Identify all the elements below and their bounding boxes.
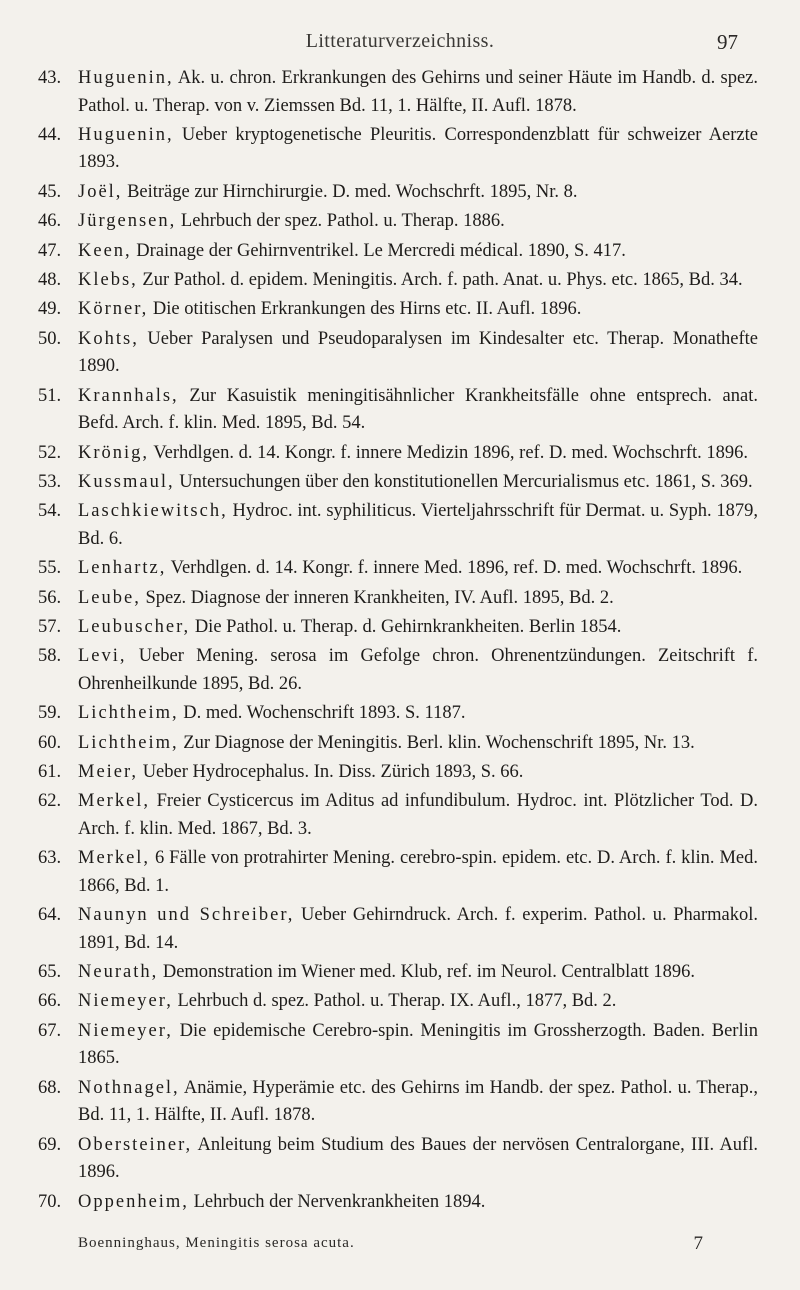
- entry-author: Laschkiewitsch,: [78, 501, 228, 522]
- entry-number: 53.: [38, 471, 62, 492]
- signature-number: 7: [693, 1233, 703, 1254]
- bibliography-entry: [38, 1189, 758, 1217]
- entry-text: Zur Kasuistik meningitisähnlicher Krankheitsfälle ohne entsprech. anat. Befd. Arch. f. klin. Med. 1895, Bd. 54.: [78, 385, 758, 434]
- entry-number: 67.: [38, 1020, 62, 1041]
- entry-author: Niemeyer,: [78, 991, 173, 1012]
- entry-number: 68.: [38, 1077, 62, 1098]
- entry-text: Beiträge zur Hirnchirurgie. D. med. Wochschrft. 1895, Nr. 8.: [122, 181, 578, 202]
- entry-text: Zur Diagnose der Meningitis. Berl. klin. Wochenschrift 1895, Nr. 13.: [178, 732, 695, 753]
- entry-text: D. med. Wochenschrift 1893. S. 1187.: [178, 703, 466, 724]
- entry-text: Lehrbuch der spez. Pathol. u. Therap. 1886.: [176, 211, 505, 232]
- entry-text: Freier Cysticercus im Aditus ad infundibulum. Hydroc. int. Plötzlicher Tod. D. Arch. f. klin. Med. 1867, Bd. 3.: [78, 791, 758, 839]
- entry-author: Meier,: [78, 762, 139, 783]
- entry-number: 61.: [38, 762, 62, 783]
- bibliography-list: [38, 65, 758, 1218]
- entry-text: Demonstration im Wiener med. Klub, ref. im Neurol. Centralblatt 1896.: [158, 962, 696, 983]
- entry-text: Ueber kryptogenetische Pleuritis. Correspondenzblatt für schweizer Aerzte 1893.: [78, 124, 758, 173]
- bibliography-entry: [38, 122, 758, 177]
- entry-number: 70.: [38, 1191, 62, 1212]
- entry-text: Ueber Mening. serosa im Gefolge chron. Ohrenentzündungen. Zeitschrift f. Ohrenheilkunde 1895, Bd. 26.: [78, 646, 758, 694]
- entry-text: Verhdlgen. d. 14. Kongr. f. innere Medizin 1896, ref. D. med. Wochschrft. 1896.: [149, 442, 749, 463]
- entry-author: Lenhartz,: [78, 558, 167, 579]
- bibliography-entry: [38, 440, 758, 468]
- entry-author: Kohts,: [78, 328, 139, 349]
- bibliography-entry: [38, 469, 758, 497]
- entry-author: Körner,: [78, 299, 149, 320]
- bibliography-entry: [38, 788, 758, 843]
- entry-text: Spez. Diagnose der inneren Krankheiten, IV. Aufl. 1895, Bd. 2.: [140, 587, 614, 608]
- bibliography-entry: [38, 585, 758, 613]
- entry-text: Die otitischen Erkrankungen des Hirns etc. II. Aufl. 1896.: [148, 299, 582, 320]
- bibliography-entry: [38, 759, 758, 787]
- entry-number: 55.: [38, 558, 62, 579]
- entry-number: 44.: [38, 124, 62, 145]
- entry-text: Ak. u. chron. Erkrankungen des Gehirns und seiner Häute im Handb. d. spez. Pathol. u. Therap. von v. Ziemssen Bd. 11, 1. Hälfte, II. Aufl. 1878.: [78, 68, 758, 116]
- entry-text: Ueber Gehirndruck. Arch. f. experim. Pathol. u. Pharmakol. 1891, Bd. 14.: [78, 905, 758, 953]
- entry-number: 47.: [38, 240, 62, 261]
- entry-text: Anämie, Hyperämie etc. des Gehirns im Handb. der spez. Pathol. u. Therap., Bd. 11, 1. Hälfte, II. Aufl. 1878.: [78, 1077, 758, 1126]
- entry-author: Nothnagel,: [78, 1077, 180, 1098]
- entry-number: 58.: [38, 646, 62, 667]
- entry-author: Lichtheim,: [78, 703, 179, 724]
- bibliography-entry: [38, 845, 758, 900]
- entry-text: Ueber Paralysen und Pseudoparalysen im Kindesalter etc. Therap. Monathefte 1890.: [78, 328, 758, 377]
- entry-number: 46.: [38, 211, 62, 232]
- running-title: Litteraturverzeichniss.: [305, 30, 495, 52]
- entry-text: 6 Fälle von protrahirter Mening. cerebro-spin. epidem. etc. D. Arch. f. klin. Med. 1866, Bd. 1.: [78, 848, 758, 896]
- entry-number: 59.: [38, 703, 62, 724]
- bibliography-entry: [38, 555, 758, 583]
- bibliography-entry: [38, 1075, 758, 1130]
- entry-author: Lichtheim,: [78, 732, 179, 753]
- entry-text: Anleitung beim Studium des Baues der nervösen Centralorgane, III. Aufl. 1896.: [78, 1134, 758, 1183]
- entry-author: Merkel,: [78, 791, 151, 812]
- entry-number: 63.: [38, 848, 62, 869]
- bibliography-entry: [38, 1018, 758, 1073]
- entry-number: 60.: [38, 732, 62, 753]
- entry-author: Obersteiner,: [78, 1134, 193, 1155]
- entry-author: Kussmaul,: [78, 471, 175, 492]
- entry-author: Merkel,: [78, 848, 151, 869]
- entry-text: Die epidemische Cerebro-spin. Meningitis im Grossherzogth. Baden. Berlin 1865.: [78, 1020, 758, 1069]
- bibliography-entry: [38, 179, 758, 207]
- bibliography-entry: [38, 1132, 758, 1187]
- entry-number: 62.: [38, 791, 62, 812]
- bibliography-entry: [38, 643, 758, 698]
- entry-number: 65.: [38, 962, 62, 983]
- entry-author: Krannhals,: [78, 385, 179, 406]
- printer-signature: [78, 1235, 703, 1259]
- entry-author: Huguenin,: [78, 124, 174, 145]
- bibliography-entry: [38, 730, 758, 758]
- bibliography-entry: [38, 498, 758, 553]
- entry-number: 52.: [38, 442, 62, 463]
- entry-author: Oppenheim,: [78, 1191, 189, 1212]
- signature-text: Boenninghaus, Meningitis serosa acuta.: [78, 1235, 355, 1251]
- entry-author: Klebs,: [78, 269, 138, 290]
- entry-number: 54.: [38, 501, 62, 522]
- entry-author: Leube,: [78, 587, 141, 608]
- bibliography-entry: [38, 614, 758, 642]
- entry-author: Krönig,: [78, 442, 150, 463]
- running-head: [0, 30, 800, 60]
- entry-number: 56.: [38, 587, 62, 608]
- entry-text: Die Pathol. u. Therap. d. Gehirnkrankheiten. Berlin 1854.: [190, 616, 622, 637]
- entry-author: Huguenin,: [78, 68, 174, 88]
- entry-author: Niemeyer,: [78, 1020, 173, 1041]
- entry-number: 43.: [38, 68, 62, 88]
- bibliography-entry: [38, 326, 758, 381]
- bibliography-entry: [38, 65, 758, 120]
- bibliography-entry: [38, 988, 758, 1016]
- entry-number: 45.: [38, 181, 62, 202]
- entry-number: 50.: [38, 328, 62, 349]
- entry-number: 64.: [38, 905, 62, 926]
- page-number: 97: [717, 30, 738, 54]
- entry-text: Lehrbuch d. spez. Pathol. u. Therap. IX. Aufl., 1877, Bd. 2.: [172, 991, 617, 1012]
- entry-number: 57.: [38, 616, 62, 637]
- entry-number: 51.: [38, 385, 62, 406]
- bibliography-entry: [38, 700, 758, 728]
- entry-author: Jürgensen,: [78, 211, 177, 232]
- entry-author: Neurath,: [78, 962, 159, 983]
- entry-text: Verhdlgen. d. 14. Kongr. f. innere Med. 1896, ref. D. med. Wochschrft. 1896.: [166, 558, 743, 579]
- entry-number: 69.: [38, 1134, 62, 1155]
- entry-text: Ueber Hydrocephalus. In. Diss. Zürich 1893, S. 66.: [138, 762, 524, 783]
- bibliography-entry: [38, 902, 758, 957]
- bibliography-entry: [38, 959, 758, 987]
- entry-author: Keen,: [78, 240, 132, 261]
- bibliography-entry: [38, 238, 758, 266]
- entry-text: Hydroc. int. syphiliticus. Vierteljahrsschrift für Dermat. u. Syph. 1879, Bd. 6.: [78, 501, 758, 549]
- entry-text: Untersuchungen über den konstitutionellen Mercurialismus etc. 1861, S. 369.: [174, 471, 753, 492]
- bibliography-entry: [38, 296, 758, 324]
- entry-author: Levi,: [78, 646, 127, 667]
- entry-author: Joël,: [78, 181, 123, 202]
- entry-author: Leubuscher,: [78, 616, 191, 637]
- bibliography-entry: [38, 383, 758, 438]
- entry-number: 49.: [38, 299, 62, 320]
- entry-text: Lehrbuch der Nervenkrankheiten 1894.: [188, 1191, 486, 1212]
- entry-author: Naunyn und Schreiber,: [78, 905, 295, 926]
- bibliography-entry: [38, 208, 758, 236]
- entry-number: 48.: [38, 269, 62, 290]
- bibliography-entry: [38, 267, 758, 295]
- entry-number: 66.: [38, 991, 62, 1012]
- entry-text: Drainage der Gehirnventrikel. Le Mercredi médical. 1890, S. 417.: [131, 240, 626, 261]
- entry-text: Zur Pathol. d. epidem. Meningitis. Arch. f. path. Anat. u. Phys. etc. 1865, Bd. 34.: [137, 269, 743, 290]
